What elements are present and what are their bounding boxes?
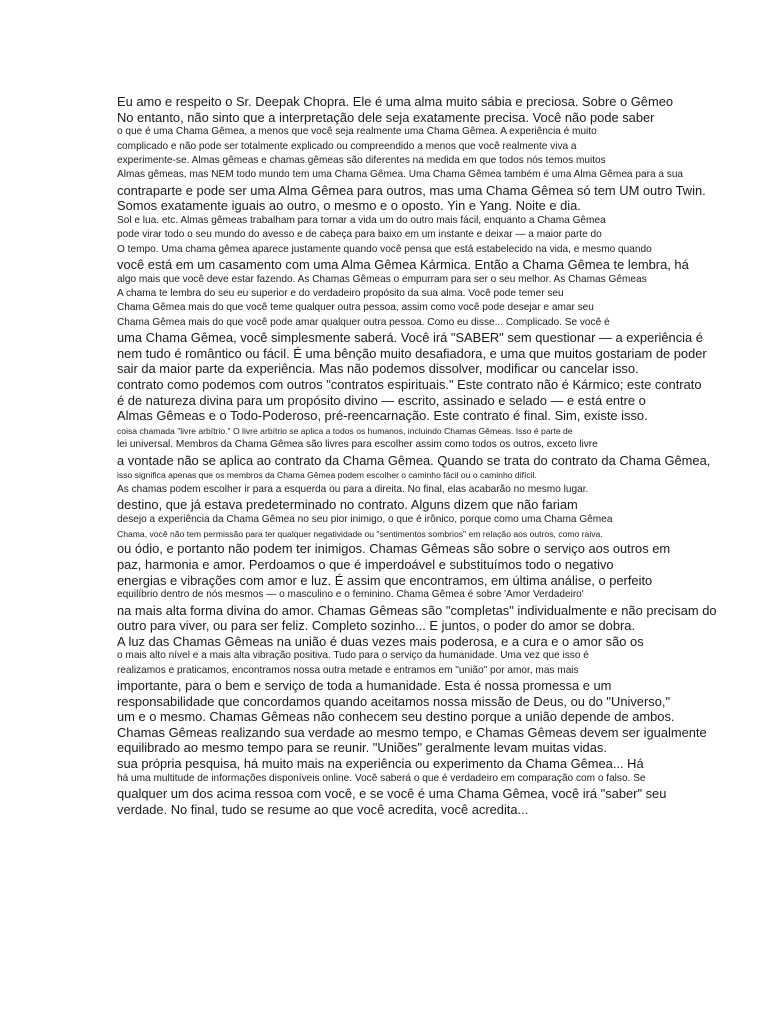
text-line: há uma multitude de informações disponíveis online. Você saberá o que é verdadeiro em comparação com o falso. Se: [117, 772, 646, 784]
text-line: paz, harmonia e amor. Perdoamos o que é imperdoável e substituímos todo o negativo: [117, 556, 614, 572]
text-line: o que é uma Chama Gêmea, a menos que você seja realmente uma Chama Gêmea. A experiência é muito: [117, 126, 597, 138]
text-line: outro para viver, ou para ser feliz. Completo sozinho... E juntos, o poder do amor se dobra.: [117, 618, 636, 634]
text-line: No entanto, não sinto que a interpretação dele seja exatamente precisa. Você não pode saber: [117, 109, 655, 125]
text-line: energias e vibrações com amor e luz. É assim que encontramos, em última análise, o perfeito: [117, 572, 653, 588]
text-line: As chamas podem escolher ir para a esquerda ou para a direita. No final, elas acabarão no mesmo lugar.: [117, 483, 589, 495]
text-line: o mais alto nível e a mais alta vibração positiva. Tudo para o serviço da humanidade. Uma vez que isso é: [117, 650, 589, 662]
text-line: Eu amo e respeito o Sr. Deepak Chopra. Ele é uma alma muito sábia e preciosa. Sobre o Gêmeo: [117, 94, 674, 109]
text-line: sua própria pesquisa, há muito mais na experiência ou experimento da Chama Gêmea... Há: [117, 756, 644, 772]
text-line: complicado e não pode ser totalmente explicado ou compreendido a menos que você realmente viva a: [117, 140, 577, 152]
text-line: realizamos e praticamos, encontramos nossa outra metade e entramos em "união" por amor, mas mais: [117, 664, 579, 676]
text-line: responsabilidade que concordamos quando aceitamos nossa missão de Deus, ou do "Universo,": [117, 693, 671, 709]
text-line: qualquer um dos acima ressoa com você, e se você é uma Chama Gêmea, você irá "saber" seu: [117, 786, 667, 802]
text-line: Chamas Gêmeas realizando sua verdade ao mesmo tempo, e Chamas Gêmeas devem ser igualmente: [117, 724, 707, 740]
text-line: uma Chama Gêmea, você simplesmente saberá. Você irá "SABER" sem questionar — a experiência é: [117, 330, 703, 346]
text-line: experimente-se. Almas gêmeas e chamas gêmeas são diferentes na medida em que todos nós temos muitos: [117, 154, 606, 166]
text-line: Somos exatamente iguais ao outro, o mesmo e o oposto. Yin e Yang. Noite e dia.: [117, 198, 581, 214]
text-line: Almas Gêmeas e o Todo-Poderoso, pré-reencarnação. Este contrato é final. Sim, existe isso.: [117, 408, 648, 424]
text-line: desejo a experiência da Chama Gêmea no seu pior inimigo, o que é irônico, porque como uma Chama Gêmea: [117, 513, 613, 525]
text-line: ou ódio, e portanto não podem ter inimigos. Chamas Gêmeas são sobre o serviço aos outros em: [117, 541, 671, 557]
text-line: contrato como podemos com outros "contratos espirituais." Este contrato não é Kármico; este contrato: [117, 377, 702, 393]
text-line: coisa chamada "livre arbítrio." O livre arbítrio se aplica a todos os humanos, incluindo Chamas Gêmeas. Isso é parte de: [117, 425, 573, 436]
text-line: verdade. No final, tudo se resume ao que você acredita, você acredita...: [117, 801, 529, 817]
text-line: importante, para o bem e serviço de toda a humanidade. Esta é nossa promessa e um: [117, 678, 612, 694]
text-line: O tempo. Uma chama gêmea aparece justamente quando você pensa que está estabelecido na vida, e mesmo quando: [117, 243, 652, 255]
text-line: A chama te lembra do seu eu superior e do verdadeiro propósito da sua alma. Você pode temer seu: [117, 288, 564, 300]
text-line: Chama, você não tem permissão para ter qualquer negatividade ou "sentimentos sombrios" em relação aos outros, como raiva.: [117, 528, 603, 539]
text-line: isso significa apenas que os membros da Chama Gêmea podem escolher o caminho fácil ou o caminho difícil.: [117, 470, 537, 481]
text-line: A luz das Chamas Gêmeas na união é duas vezes mais poderosa, e a cura e o amor são os: [117, 633, 644, 649]
document-body: [117, 94, 717, 817]
text-line: lei universal. Membros da Chama Gêmea são livres para escolher assim como todos os outros, exceto livre: [117, 439, 598, 451]
text-line: sair da maior parte da experiência. Mas não podemos dissolver, modificar ou cancelar isso.: [117, 361, 639, 377]
text-line: é de natureza divina para um propósito divino — escrito, assinado e selado — e está entre o: [117, 392, 646, 408]
text-line: contraparte e pode ser uma Alma Gêmea para outros, mas uma Chama Gêmea só tem UM outro Twin.: [117, 182, 706, 198]
text-line: pode virar todo o seu mundo do avesso e de cabeça para baixo em um instante e deixar — a maior parte do: [117, 229, 602, 241]
text-line: nem tudo é romântico ou fácil. É uma bênção muito desafiadora, e uma que muitos gostariam de poder: [117, 345, 707, 361]
text-line: Chama Gêmea mais do que você pode amar qualquer outra pessoa. Como eu disse... Complicado. Se você é: [117, 316, 610, 328]
text-line: você está em um casamento com uma Alma Gêmea Kármica. Então a Chama Gêmea te lembra, há: [117, 257, 689, 273]
text-line: Sol e lua. etc. Almas gêmeas trabalham para tornar a vida um do outro mais fácil, enquanto a Chama Gêmea: [117, 214, 606, 226]
text-line: equilibrado ao mesmo tempo para se reunir. "Uniões" geralmente levam muitas vidas.: [117, 740, 607, 756]
text-line: destino, que já estava predeterminado no contrato. Alguns dizem que não fariam: [117, 496, 578, 512]
text-line: algo mais que você deve estar fazendo. As Chamas Gêmeas o empurram para ser o seu melhor. As Chamas Gêmeas: [117, 273, 647, 285]
text-line: Almas gêmeas, mas NEM todo mundo tem uma Chama Gêmea. Uma Chama Gêmea também é uma Alma Gêmea para a sua: [117, 169, 684, 181]
text-line: na mais alta forma divina do amor. Chamas Gêmeas são "completas" individualmente e não precisam do: [117, 602, 717, 618]
text-line: Chama Gêmea mais do que você teme qualquer outra pessoa, assim como você pode desejar e amar seu: [117, 302, 594, 314]
text-line: um e o mesmo. Chamas Gêmeas não conhecem seu destino porque a união depende de ambos.: [117, 709, 675, 725]
text-line: equilíbrio dentro de nós mesmos — o masculino e o feminino. Chama Gêmea é sobre 'Amor Verdadeiro': [117, 589, 584, 601]
text-line: a vontade não se aplica ao contrato da Chama Gêmea. Quando se trata do contrato da Chama Gêmea,: [117, 452, 711, 468]
